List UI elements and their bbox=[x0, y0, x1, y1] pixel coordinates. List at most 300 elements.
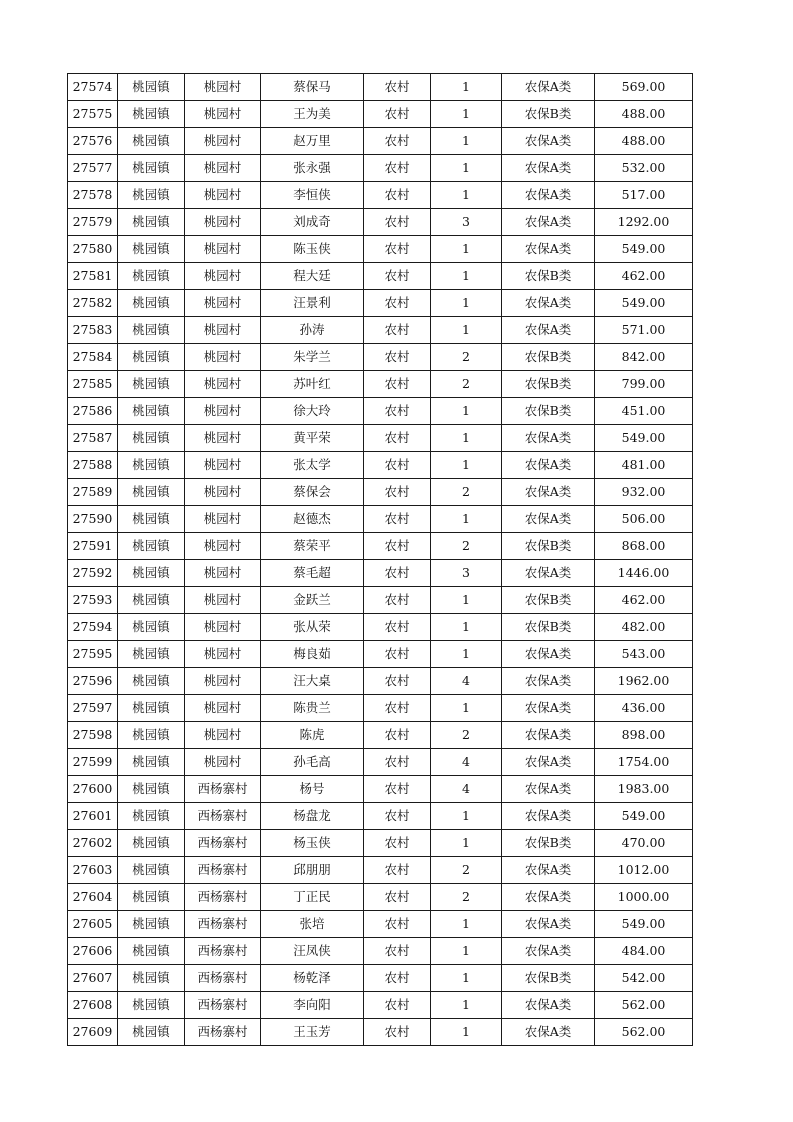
record-no-cell: 27580 bbox=[68, 236, 118, 263]
name-cell: 李向阳 bbox=[261, 992, 364, 1019]
area-type-cell: 农村 bbox=[364, 425, 431, 452]
household-count-cell: 2 bbox=[431, 884, 502, 911]
record-no-cell: 27596 bbox=[68, 668, 118, 695]
name-cell: 汪大桌 bbox=[261, 668, 364, 695]
name-cell: 程大廷 bbox=[261, 263, 364, 290]
table-row bbox=[68, 560, 693, 587]
insurance-type-cell: 农保A类 bbox=[502, 452, 595, 479]
town-cell: 桃园镇 bbox=[118, 452, 185, 479]
area-type-cell: 农村 bbox=[364, 398, 431, 425]
insurance-type-cell: 农保A类 bbox=[502, 236, 595, 263]
record-no-cell: 27603 bbox=[68, 857, 118, 884]
village-cell: 西杨寨村 bbox=[185, 776, 261, 803]
record-no-cell: 27609 bbox=[68, 1019, 118, 1046]
household-count-cell: 3 bbox=[431, 209, 502, 236]
town-cell: 桃园镇 bbox=[118, 182, 185, 209]
household-count-cell: 1 bbox=[431, 911, 502, 938]
village-cell: 桃园村 bbox=[185, 614, 261, 641]
table-row bbox=[68, 290, 693, 317]
amount-cell: 1983.00 bbox=[595, 776, 693, 803]
table-row bbox=[68, 479, 693, 506]
area-type-cell: 农村 bbox=[364, 290, 431, 317]
name-cell: 赵德杰 bbox=[261, 506, 364, 533]
table-row bbox=[68, 155, 693, 182]
household-count-cell: 1 bbox=[431, 938, 502, 965]
village-cell: 西杨寨村 bbox=[185, 1019, 261, 1046]
insurance-type-cell: 农保A类 bbox=[502, 425, 595, 452]
area-type-cell: 农村 bbox=[364, 587, 431, 614]
insurance-type-cell: 农保A类 bbox=[502, 803, 595, 830]
town-cell: 桃园镇 bbox=[118, 641, 185, 668]
record-no-cell: 27575 bbox=[68, 101, 118, 128]
record-no-cell: 27597 bbox=[68, 695, 118, 722]
amount-cell: 488.00 bbox=[595, 101, 693, 128]
record-no-cell: 27586 bbox=[68, 398, 118, 425]
village-cell: 桃园村 bbox=[185, 236, 261, 263]
area-type-cell: 农村 bbox=[364, 74, 431, 101]
table-row bbox=[68, 533, 693, 560]
insurance-type-cell: 农保A类 bbox=[502, 1019, 595, 1046]
amount-cell: 462.00 bbox=[595, 587, 693, 614]
amount-cell: 462.00 bbox=[595, 263, 693, 290]
insurance-type-cell: 农保A类 bbox=[502, 182, 595, 209]
table-row bbox=[68, 263, 693, 290]
name-cell: 陈虎 bbox=[261, 722, 364, 749]
insurance-type-cell: 农保A类 bbox=[502, 695, 595, 722]
table-row bbox=[68, 101, 693, 128]
name-cell: 孙涛 bbox=[261, 317, 364, 344]
village-cell: 桃园村 bbox=[185, 101, 261, 128]
insurance-type-cell: 农保A类 bbox=[502, 560, 595, 587]
village-cell: 西杨寨村 bbox=[185, 857, 261, 884]
name-cell: 张培 bbox=[261, 911, 364, 938]
amount-cell: 1000.00 bbox=[595, 884, 693, 911]
amount-cell: 549.00 bbox=[595, 236, 693, 263]
village-cell: 桃园村 bbox=[185, 317, 261, 344]
area-type-cell: 农村 bbox=[364, 614, 431, 641]
area-type-cell: 农村 bbox=[364, 506, 431, 533]
name-cell: 杨盘龙 bbox=[261, 803, 364, 830]
record-no-cell: 27574 bbox=[68, 74, 118, 101]
amount-cell: 484.00 bbox=[595, 938, 693, 965]
town-cell: 桃园镇 bbox=[118, 668, 185, 695]
insurance-type-cell: 农保B类 bbox=[502, 371, 595, 398]
area-type-cell: 农村 bbox=[364, 452, 431, 479]
amount-cell: 562.00 bbox=[595, 992, 693, 1019]
town-cell: 桃园镇 bbox=[118, 992, 185, 1019]
amount-cell: 436.00 bbox=[595, 695, 693, 722]
household-count-cell: 1 bbox=[431, 236, 502, 263]
town-cell: 桃园镇 bbox=[118, 479, 185, 506]
area-type-cell: 农村 bbox=[364, 344, 431, 371]
household-count-cell: 1 bbox=[431, 182, 502, 209]
record-no-cell: 27592 bbox=[68, 560, 118, 587]
table-row bbox=[68, 911, 693, 938]
village-cell: 桃园村 bbox=[185, 290, 261, 317]
town-cell: 桃园镇 bbox=[118, 938, 185, 965]
area-type-cell: 农村 bbox=[364, 236, 431, 263]
household-count-cell: 1 bbox=[431, 398, 502, 425]
town-cell: 桃园镇 bbox=[118, 128, 185, 155]
name-cell: 杨号 bbox=[261, 776, 364, 803]
town-cell: 桃园镇 bbox=[118, 965, 185, 992]
area-type-cell: 农村 bbox=[364, 668, 431, 695]
name-cell: 王玉芳 bbox=[261, 1019, 364, 1046]
insurance-type-cell: 农保B类 bbox=[502, 830, 595, 857]
insurance-type-cell: 农保A类 bbox=[502, 209, 595, 236]
household-count-cell: 1 bbox=[431, 425, 502, 452]
table-row bbox=[68, 398, 693, 425]
insurance-type-cell: 农保A类 bbox=[502, 938, 595, 965]
insurance-type-cell: 农保B类 bbox=[502, 614, 595, 641]
town-cell: 桃园镇 bbox=[118, 857, 185, 884]
village-cell: 桃园村 bbox=[185, 155, 261, 182]
name-cell: 李恒侠 bbox=[261, 182, 364, 209]
town-cell: 桃园镇 bbox=[118, 209, 185, 236]
insurance-type-cell: 农保B类 bbox=[502, 533, 595, 560]
table-row bbox=[68, 884, 693, 911]
amount-cell: 569.00 bbox=[595, 74, 693, 101]
insurance-type-cell: 农保A类 bbox=[502, 776, 595, 803]
name-cell: 梅良茹 bbox=[261, 641, 364, 668]
area-type-cell: 农村 bbox=[364, 641, 431, 668]
table-row bbox=[68, 236, 693, 263]
area-type-cell: 农村 bbox=[364, 533, 431, 560]
record-no-cell: 27606 bbox=[68, 938, 118, 965]
village-cell: 桃园村 bbox=[185, 506, 261, 533]
area-type-cell: 农村 bbox=[364, 371, 431, 398]
amount-cell: 868.00 bbox=[595, 533, 693, 560]
village-cell: 桃园村 bbox=[185, 209, 261, 236]
household-count-cell: 1 bbox=[431, 155, 502, 182]
name-cell: 徐大玲 bbox=[261, 398, 364, 425]
amount-cell: 549.00 bbox=[595, 803, 693, 830]
table-row bbox=[68, 668, 693, 695]
amount-cell: 1012.00 bbox=[595, 857, 693, 884]
town-cell: 桃园镇 bbox=[118, 614, 185, 641]
insurance-type-cell: 农保A类 bbox=[502, 128, 595, 155]
table-row bbox=[68, 506, 693, 533]
household-count-cell: 1 bbox=[431, 317, 502, 344]
table-row bbox=[68, 857, 693, 884]
village-cell: 桃园村 bbox=[185, 371, 261, 398]
name-cell: 张太学 bbox=[261, 452, 364, 479]
town-cell: 桃园镇 bbox=[118, 317, 185, 344]
table-row bbox=[68, 776, 693, 803]
record-no-cell: 27587 bbox=[68, 425, 118, 452]
table-row bbox=[68, 452, 693, 479]
amount-cell: 932.00 bbox=[595, 479, 693, 506]
table-row bbox=[68, 695, 693, 722]
table-row bbox=[68, 425, 693, 452]
village-cell: 桃园村 bbox=[185, 452, 261, 479]
amount-cell: 1292.00 bbox=[595, 209, 693, 236]
village-cell: 桃园村 bbox=[185, 479, 261, 506]
record-no-cell: 27581 bbox=[68, 263, 118, 290]
amount-cell: 571.00 bbox=[595, 317, 693, 344]
village-cell: 西杨寨村 bbox=[185, 911, 261, 938]
insurance-type-cell: 农保B类 bbox=[502, 587, 595, 614]
household-count-cell: 1 bbox=[431, 506, 502, 533]
town-cell: 桃园镇 bbox=[118, 911, 185, 938]
table-row bbox=[68, 209, 693, 236]
village-cell: 桃园村 bbox=[185, 533, 261, 560]
name-cell: 陈玉侠 bbox=[261, 236, 364, 263]
amount-cell: 517.00 bbox=[595, 182, 693, 209]
area-type-cell: 农村 bbox=[364, 803, 431, 830]
table-row bbox=[68, 317, 693, 344]
household-count-cell: 2 bbox=[431, 371, 502, 398]
area-type-cell: 农村 bbox=[364, 749, 431, 776]
amount-cell: 799.00 bbox=[595, 371, 693, 398]
village-cell: 桃园村 bbox=[185, 128, 261, 155]
insurance-type-cell: 农保B类 bbox=[502, 344, 595, 371]
insurance-type-cell: 农保A类 bbox=[502, 641, 595, 668]
area-type-cell: 农村 bbox=[364, 155, 431, 182]
table-row bbox=[68, 371, 693, 398]
table-row bbox=[68, 641, 693, 668]
village-cell: 西杨寨村 bbox=[185, 992, 261, 1019]
record-no-cell: 27584 bbox=[68, 344, 118, 371]
amount-cell: 842.00 bbox=[595, 344, 693, 371]
area-type-cell: 农村 bbox=[364, 479, 431, 506]
record-table-body bbox=[68, 74, 693, 1046]
record-table bbox=[67, 73, 693, 1046]
name-cell: 蔡毛超 bbox=[261, 560, 364, 587]
area-type-cell: 农村 bbox=[364, 101, 431, 128]
area-type-cell: 农村 bbox=[364, 182, 431, 209]
area-type-cell: 农村 bbox=[364, 830, 431, 857]
name-cell: 杨玉侠 bbox=[261, 830, 364, 857]
name-cell: 邱朋朋 bbox=[261, 857, 364, 884]
table-row bbox=[68, 74, 693, 101]
household-count-cell: 1 bbox=[431, 641, 502, 668]
name-cell: 黄平荣 bbox=[261, 425, 364, 452]
village-cell: 桃园村 bbox=[185, 74, 261, 101]
town-cell: 桃园镇 bbox=[118, 776, 185, 803]
name-cell: 张永强 bbox=[261, 155, 364, 182]
name-cell: 汪景利 bbox=[261, 290, 364, 317]
village-cell: 桃园村 bbox=[185, 425, 261, 452]
area-type-cell: 农村 bbox=[364, 209, 431, 236]
household-count-cell: 1 bbox=[431, 128, 502, 155]
name-cell: 杨乾泽 bbox=[261, 965, 364, 992]
insurance-type-cell: 农保B类 bbox=[502, 398, 595, 425]
household-count-cell: 1 bbox=[431, 614, 502, 641]
record-no-cell: 27591 bbox=[68, 533, 118, 560]
household-count-cell: 1 bbox=[431, 101, 502, 128]
amount-cell: 898.00 bbox=[595, 722, 693, 749]
area-type-cell: 农村 bbox=[364, 911, 431, 938]
record-no-cell: 27582 bbox=[68, 290, 118, 317]
amount-cell: 506.00 bbox=[595, 506, 693, 533]
name-cell: 朱学兰 bbox=[261, 344, 364, 371]
table-row bbox=[68, 587, 693, 614]
amount-cell: 549.00 bbox=[595, 425, 693, 452]
household-count-cell: 1 bbox=[431, 992, 502, 1019]
village-cell: 西杨寨村 bbox=[185, 830, 261, 857]
record-no-cell: 27607 bbox=[68, 965, 118, 992]
town-cell: 桃园镇 bbox=[118, 425, 185, 452]
record-no-cell: 27583 bbox=[68, 317, 118, 344]
village-cell: 桃园村 bbox=[185, 749, 261, 776]
town-cell: 桃园镇 bbox=[118, 803, 185, 830]
record-no-cell: 27601 bbox=[68, 803, 118, 830]
table-row bbox=[68, 344, 693, 371]
town-cell: 桃园镇 bbox=[118, 371, 185, 398]
amount-cell: 481.00 bbox=[595, 452, 693, 479]
name-cell: 丁正民 bbox=[261, 884, 364, 911]
record-no-cell: 27608 bbox=[68, 992, 118, 1019]
village-cell: 桃园村 bbox=[185, 263, 261, 290]
area-type-cell: 农村 bbox=[364, 128, 431, 155]
amount-cell: 1446.00 bbox=[595, 560, 693, 587]
household-count-cell: 1 bbox=[431, 452, 502, 479]
insurance-type-cell: 农保B类 bbox=[502, 101, 595, 128]
record-no-cell: 27576 bbox=[68, 128, 118, 155]
amount-cell: 532.00 bbox=[595, 155, 693, 182]
record-no-cell: 27578 bbox=[68, 182, 118, 209]
table-row bbox=[68, 992, 693, 1019]
household-count-cell: 2 bbox=[431, 722, 502, 749]
insurance-type-cell: 农保A类 bbox=[502, 857, 595, 884]
area-type-cell: 农村 bbox=[364, 317, 431, 344]
name-cell: 赵万里 bbox=[261, 128, 364, 155]
record-no-cell: 27598 bbox=[68, 722, 118, 749]
insurance-type-cell: 农保B类 bbox=[502, 965, 595, 992]
area-type-cell: 农村 bbox=[364, 992, 431, 1019]
record-no-cell: 27577 bbox=[68, 155, 118, 182]
amount-cell: 543.00 bbox=[595, 641, 693, 668]
record-no-cell: 27579 bbox=[68, 209, 118, 236]
town-cell: 桃园镇 bbox=[118, 587, 185, 614]
insurance-type-cell: 农保A类 bbox=[502, 155, 595, 182]
insurance-type-cell: 农保A类 bbox=[502, 749, 595, 776]
table-row bbox=[68, 749, 693, 776]
town-cell: 桃园镇 bbox=[118, 74, 185, 101]
table-row bbox=[68, 182, 693, 209]
household-count-cell: 1 bbox=[431, 803, 502, 830]
town-cell: 桃园镇 bbox=[118, 1019, 185, 1046]
town-cell: 桃园镇 bbox=[118, 263, 185, 290]
village-cell: 桃园村 bbox=[185, 641, 261, 668]
record-no-cell: 27585 bbox=[68, 371, 118, 398]
name-cell: 蔡保马 bbox=[261, 74, 364, 101]
town-cell: 桃园镇 bbox=[118, 884, 185, 911]
town-cell: 桃园镇 bbox=[118, 506, 185, 533]
town-cell: 桃园镇 bbox=[118, 695, 185, 722]
table-row bbox=[68, 803, 693, 830]
household-count-cell: 2 bbox=[431, 533, 502, 560]
insurance-type-cell: 农保A类 bbox=[502, 884, 595, 911]
insurance-type-cell: 农保A类 bbox=[502, 668, 595, 695]
village-cell: 西杨寨村 bbox=[185, 938, 261, 965]
name-cell: 王为美 bbox=[261, 101, 364, 128]
amount-cell: 470.00 bbox=[595, 830, 693, 857]
area-type-cell: 农村 bbox=[364, 776, 431, 803]
household-count-cell: 1 bbox=[431, 965, 502, 992]
household-count-cell: 1 bbox=[431, 587, 502, 614]
name-cell: 汪凤侠 bbox=[261, 938, 364, 965]
village-cell: 桃园村 bbox=[185, 398, 261, 425]
record-no-cell: 27602 bbox=[68, 830, 118, 857]
record-no-cell: 27605 bbox=[68, 911, 118, 938]
area-type-cell: 农村 bbox=[364, 722, 431, 749]
area-type-cell: 农村 bbox=[364, 263, 431, 290]
record-no-cell: 27590 bbox=[68, 506, 118, 533]
village-cell: 桃园村 bbox=[185, 182, 261, 209]
household-count-cell: 4 bbox=[431, 668, 502, 695]
name-cell: 刘成奇 bbox=[261, 209, 364, 236]
town-cell: 桃园镇 bbox=[118, 533, 185, 560]
area-type-cell: 农村 bbox=[364, 938, 431, 965]
village-cell: 桃园村 bbox=[185, 560, 261, 587]
household-count-cell: 3 bbox=[431, 560, 502, 587]
name-cell: 金跃兰 bbox=[261, 587, 364, 614]
record-no-cell: 27595 bbox=[68, 641, 118, 668]
amount-cell: 488.00 bbox=[595, 128, 693, 155]
area-type-cell: 农村 bbox=[364, 965, 431, 992]
insurance-type-cell: 农保A类 bbox=[502, 992, 595, 1019]
insurance-type-cell: 农保A类 bbox=[502, 911, 595, 938]
amount-cell: 542.00 bbox=[595, 965, 693, 992]
record-no-cell: 27588 bbox=[68, 452, 118, 479]
insurance-type-cell: 农保A类 bbox=[502, 506, 595, 533]
amount-cell: 1754.00 bbox=[595, 749, 693, 776]
amount-cell: 1962.00 bbox=[595, 668, 693, 695]
household-count-cell: 1 bbox=[431, 263, 502, 290]
household-count-cell: 2 bbox=[431, 344, 502, 371]
area-type-cell: 农村 bbox=[364, 1019, 431, 1046]
name-cell: 蔡保会 bbox=[261, 479, 364, 506]
table-row bbox=[68, 938, 693, 965]
household-count-cell: 1 bbox=[431, 830, 502, 857]
name-cell: 苏叶红 bbox=[261, 371, 364, 398]
village-cell: 西杨寨村 bbox=[185, 965, 261, 992]
village-cell: 桃园村 bbox=[185, 587, 261, 614]
village-cell: 桃园村 bbox=[185, 722, 261, 749]
town-cell: 桃园镇 bbox=[118, 155, 185, 182]
town-cell: 桃园镇 bbox=[118, 236, 185, 263]
area-type-cell: 农村 bbox=[364, 857, 431, 884]
insurance-type-cell: 农保A类 bbox=[502, 74, 595, 101]
name-cell: 陈贵兰 bbox=[261, 695, 364, 722]
village-cell: 桃园村 bbox=[185, 344, 261, 371]
record-no-cell: 27589 bbox=[68, 479, 118, 506]
insurance-type-cell: 农保A类 bbox=[502, 290, 595, 317]
insurance-type-cell: 农保A类 bbox=[502, 479, 595, 506]
village-cell: 桃园村 bbox=[185, 695, 261, 722]
town-cell: 桃园镇 bbox=[118, 344, 185, 371]
household-count-cell: 1 bbox=[431, 74, 502, 101]
household-count-cell: 2 bbox=[431, 479, 502, 506]
name-cell: 蔡荣平 bbox=[261, 533, 364, 560]
household-count-cell: 1 bbox=[431, 695, 502, 722]
amount-cell: 482.00 bbox=[595, 614, 693, 641]
village-cell: 西杨寨村 bbox=[185, 884, 261, 911]
insurance-type-cell: 农保A类 bbox=[502, 722, 595, 749]
amount-cell: 549.00 bbox=[595, 290, 693, 317]
town-cell: 桃园镇 bbox=[118, 830, 185, 857]
area-type-cell: 农村 bbox=[364, 884, 431, 911]
village-cell: 桃园村 bbox=[185, 668, 261, 695]
record-no-cell: 27600 bbox=[68, 776, 118, 803]
table-row bbox=[68, 830, 693, 857]
area-type-cell: 农村 bbox=[364, 695, 431, 722]
town-cell: 桃园镇 bbox=[118, 101, 185, 128]
amount-cell: 549.00 bbox=[595, 911, 693, 938]
household-count-cell: 1 bbox=[431, 1019, 502, 1046]
